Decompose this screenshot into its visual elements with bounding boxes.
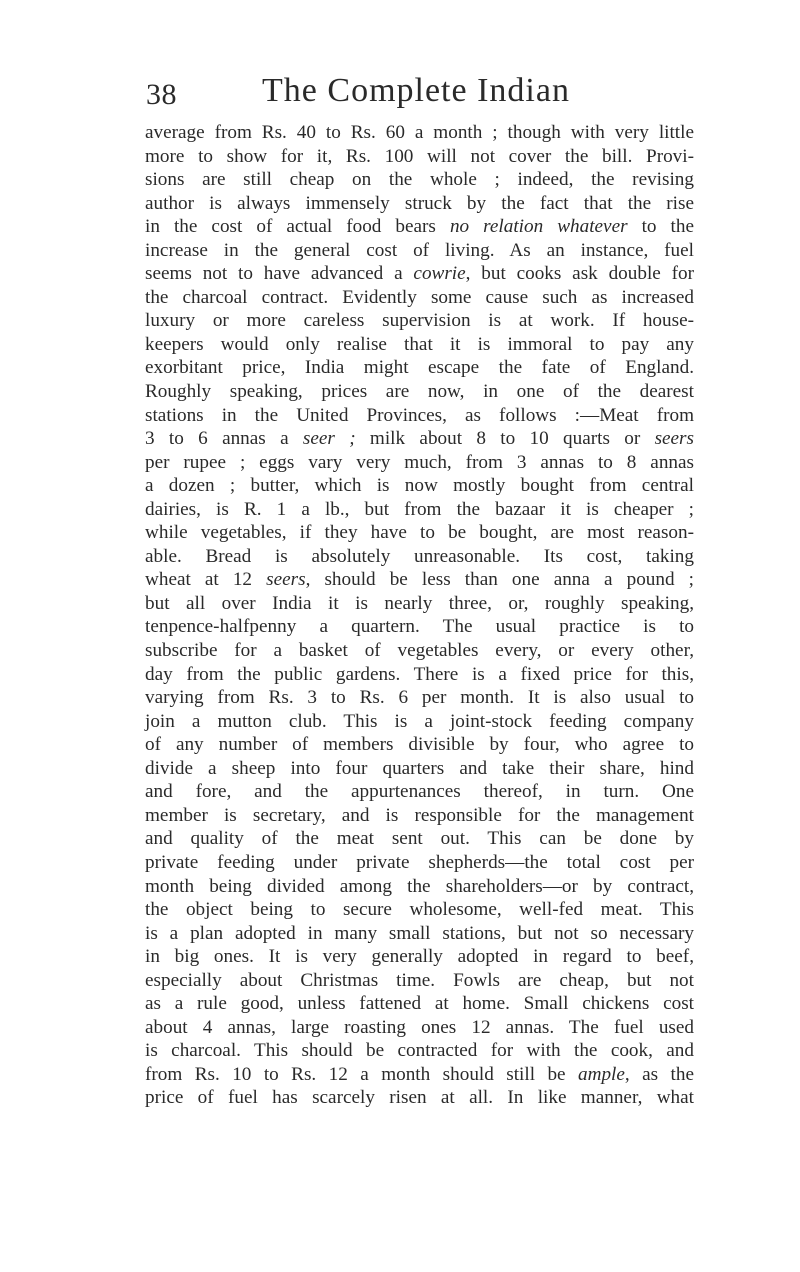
text-run: per rupee ; eggs vary very much, from 3 annas to 8 annas: [145, 451, 694, 473]
text-run: subscribe for a basket of vegetables every, or every other,: [145, 640, 694, 662]
text-line: [145, 145, 694, 169]
text-run: , as the: [624, 1063, 694, 1085]
text-line: [145, 309, 694, 333]
text-run: is a plan adopted in many small stations, but not so necessary: [145, 922, 694, 944]
text-line: [145, 757, 694, 781]
text-run: tenpence-halfpenny a quartern. The usual practice is to: [145, 616, 694, 638]
text-run: able. Bread is absolutely unreasonable. Its cost, taking: [145, 545, 694, 567]
text-run: about 4 annas, large roasting ones 12 annas. The fuel used: [145, 1016, 694, 1038]
text-line: [145, 969, 694, 993]
text-line: [145, 639, 694, 663]
text-line: [145, 498, 694, 522]
text-run: milk about 8 to 10 quarts or: [355, 428, 655, 450]
text-line: [145, 827, 694, 851]
text-line: [145, 945, 694, 969]
text-run: and quality of the meat sent out. This can be done by: [145, 828, 694, 850]
text-line: [145, 451, 694, 475]
text-line: [145, 427, 694, 451]
text-line: [145, 663, 694, 687]
text-run: especially about Christmas time. Fowls are cheap, but not: [145, 969, 694, 991]
text-run: the charcoal contract. Evidently some cause such as increased: [145, 286, 694, 308]
text-run: 3 to 6 annas a: [145, 428, 303, 450]
text-run: increase in the general cost of living. As an instance, fuel: [145, 239, 694, 261]
text-line: [145, 1039, 694, 1063]
text-run: a dozen ; butter, which is now mostly bought from central: [145, 475, 694, 497]
italic-text-run: ample: [578, 1063, 625, 1085]
text-run: , but cooks ask double for: [465, 263, 694, 285]
italic-text-run: seer ;: [302, 428, 356, 450]
text-run: and fore, and the appurtenances thereof, in turn. One: [145, 781, 694, 803]
text-line: [145, 168, 694, 192]
text-run: while vegetables, if they have to be bought, are most reason-: [145, 522, 694, 544]
text-line: [145, 356, 694, 380]
page-number: 38: [146, 78, 177, 111]
text-run: but all over India it is nearly three, or, roughly speaking,: [145, 592, 694, 614]
text-line: [145, 804, 694, 828]
body-text: [145, 121, 694, 1110]
text-line: [145, 851, 694, 875]
text-run: is charcoal. This should be contracted for with the cook, and: [145, 1040, 694, 1062]
text-run: month being divided among the shareholders—or by contract,: [145, 875, 694, 897]
text-line: [145, 922, 694, 946]
text-line: [145, 545, 694, 569]
text-run: Roughly speaking, prices are now, in one of the dearest: [145, 381, 694, 403]
text-run: from Rs. 10 to Rs. 12 a month should still be: [145, 1063, 579, 1085]
italic-text-run: cowrie: [413, 263, 466, 285]
text-line: [145, 1086, 694, 1110]
text-line: [145, 780, 694, 804]
text-run: as a rule good, unless fattened at home. Small chickens cost: [145, 993, 694, 1015]
page-header: [146, 72, 686, 122]
text-run: average from Rs. 40 to Rs. 60 a month ; though with very little: [145, 122, 694, 143]
text-line: [145, 615, 694, 639]
text-run: sions are still cheap on the whole ; indeed, the revising: [145, 169, 694, 191]
text-line: [145, 898, 694, 922]
text-line: [145, 686, 694, 710]
text-line: [145, 215, 694, 239]
text-run: divide a sheep into four quarters and take their share, hind: [145, 757, 694, 779]
text-line: [145, 121, 694, 145]
text-run: the object being to secure wholesome, well-fed meat. This: [145, 899, 694, 921]
text-line: [145, 474, 694, 498]
text-run: dairies, is R. 1 a lb., but from the bazaar it is cheaper ;: [145, 498, 694, 520]
text-line: [145, 1063, 694, 1087]
text-run: , should be less than one anna a pound ;: [305, 569, 694, 591]
text-run: to the: [627, 216, 694, 238]
text-run: day from the public gardens. There is a fixed price for this,: [145, 663, 694, 685]
text-line: [145, 239, 694, 263]
text-run: private feeding under private shepherds—the total cost per: [145, 851, 694, 873]
text-run: keepers would only realise that it is immoral to pay any: [145, 333, 694, 355]
text-line: [145, 733, 694, 757]
text-line: [145, 380, 694, 404]
text-line: [145, 286, 694, 310]
text-run: of any number of members divisible by four, who agree to: [145, 734, 694, 756]
text-run: varying from Rs. 3 to Rs. 6 per month. It is also usual to: [145, 687, 694, 709]
text-line: [145, 875, 694, 899]
text-line: [145, 333, 694, 357]
text-run: price of fuel has scarcely risen at all. In like manner, what: [145, 1087, 694, 1109]
text-run: exorbitant price, India might escape the fate of England.: [145, 357, 694, 379]
text-run: join a mutton club. This is a joint-stock feeding company: [145, 710, 694, 732]
text-line: [145, 592, 694, 616]
running-title: The Complete Indian: [262, 72, 570, 109]
italic-text-run: no relation whatever: [449, 216, 628, 238]
text-line: [145, 1016, 694, 1040]
text-line: [145, 262, 694, 286]
text-run: author is always immensely struck by the fact that the rise: [145, 192, 694, 214]
text-run: member is secretary, and is responsible for the management: [145, 804, 694, 826]
text-run: in the cost of actual food bears: [145, 216, 450, 238]
text-line: [145, 710, 694, 734]
text-run: luxury or more careless supervision is at work. If house-: [145, 310, 694, 332]
italic-text-run: seers: [266, 569, 306, 591]
text-line: [145, 404, 694, 428]
text-run: in big ones. It is very generally adopted in regard to beef,: [145, 946, 694, 968]
text-line: [145, 568, 694, 592]
text-run: stations in the United Provinces, as follows :—Meat from: [145, 404, 694, 426]
text-run: wheat at 12: [145, 569, 267, 591]
italic-text-run: seers: [654, 428, 694, 450]
text-line: [145, 992, 694, 1016]
text-run: seems not to have advanced a: [145, 263, 414, 285]
text-run: more to show for it, Rs. 100 will not cover the bill. Provi-: [145, 145, 694, 167]
text-line: [145, 521, 694, 545]
text-line: [145, 192, 694, 216]
